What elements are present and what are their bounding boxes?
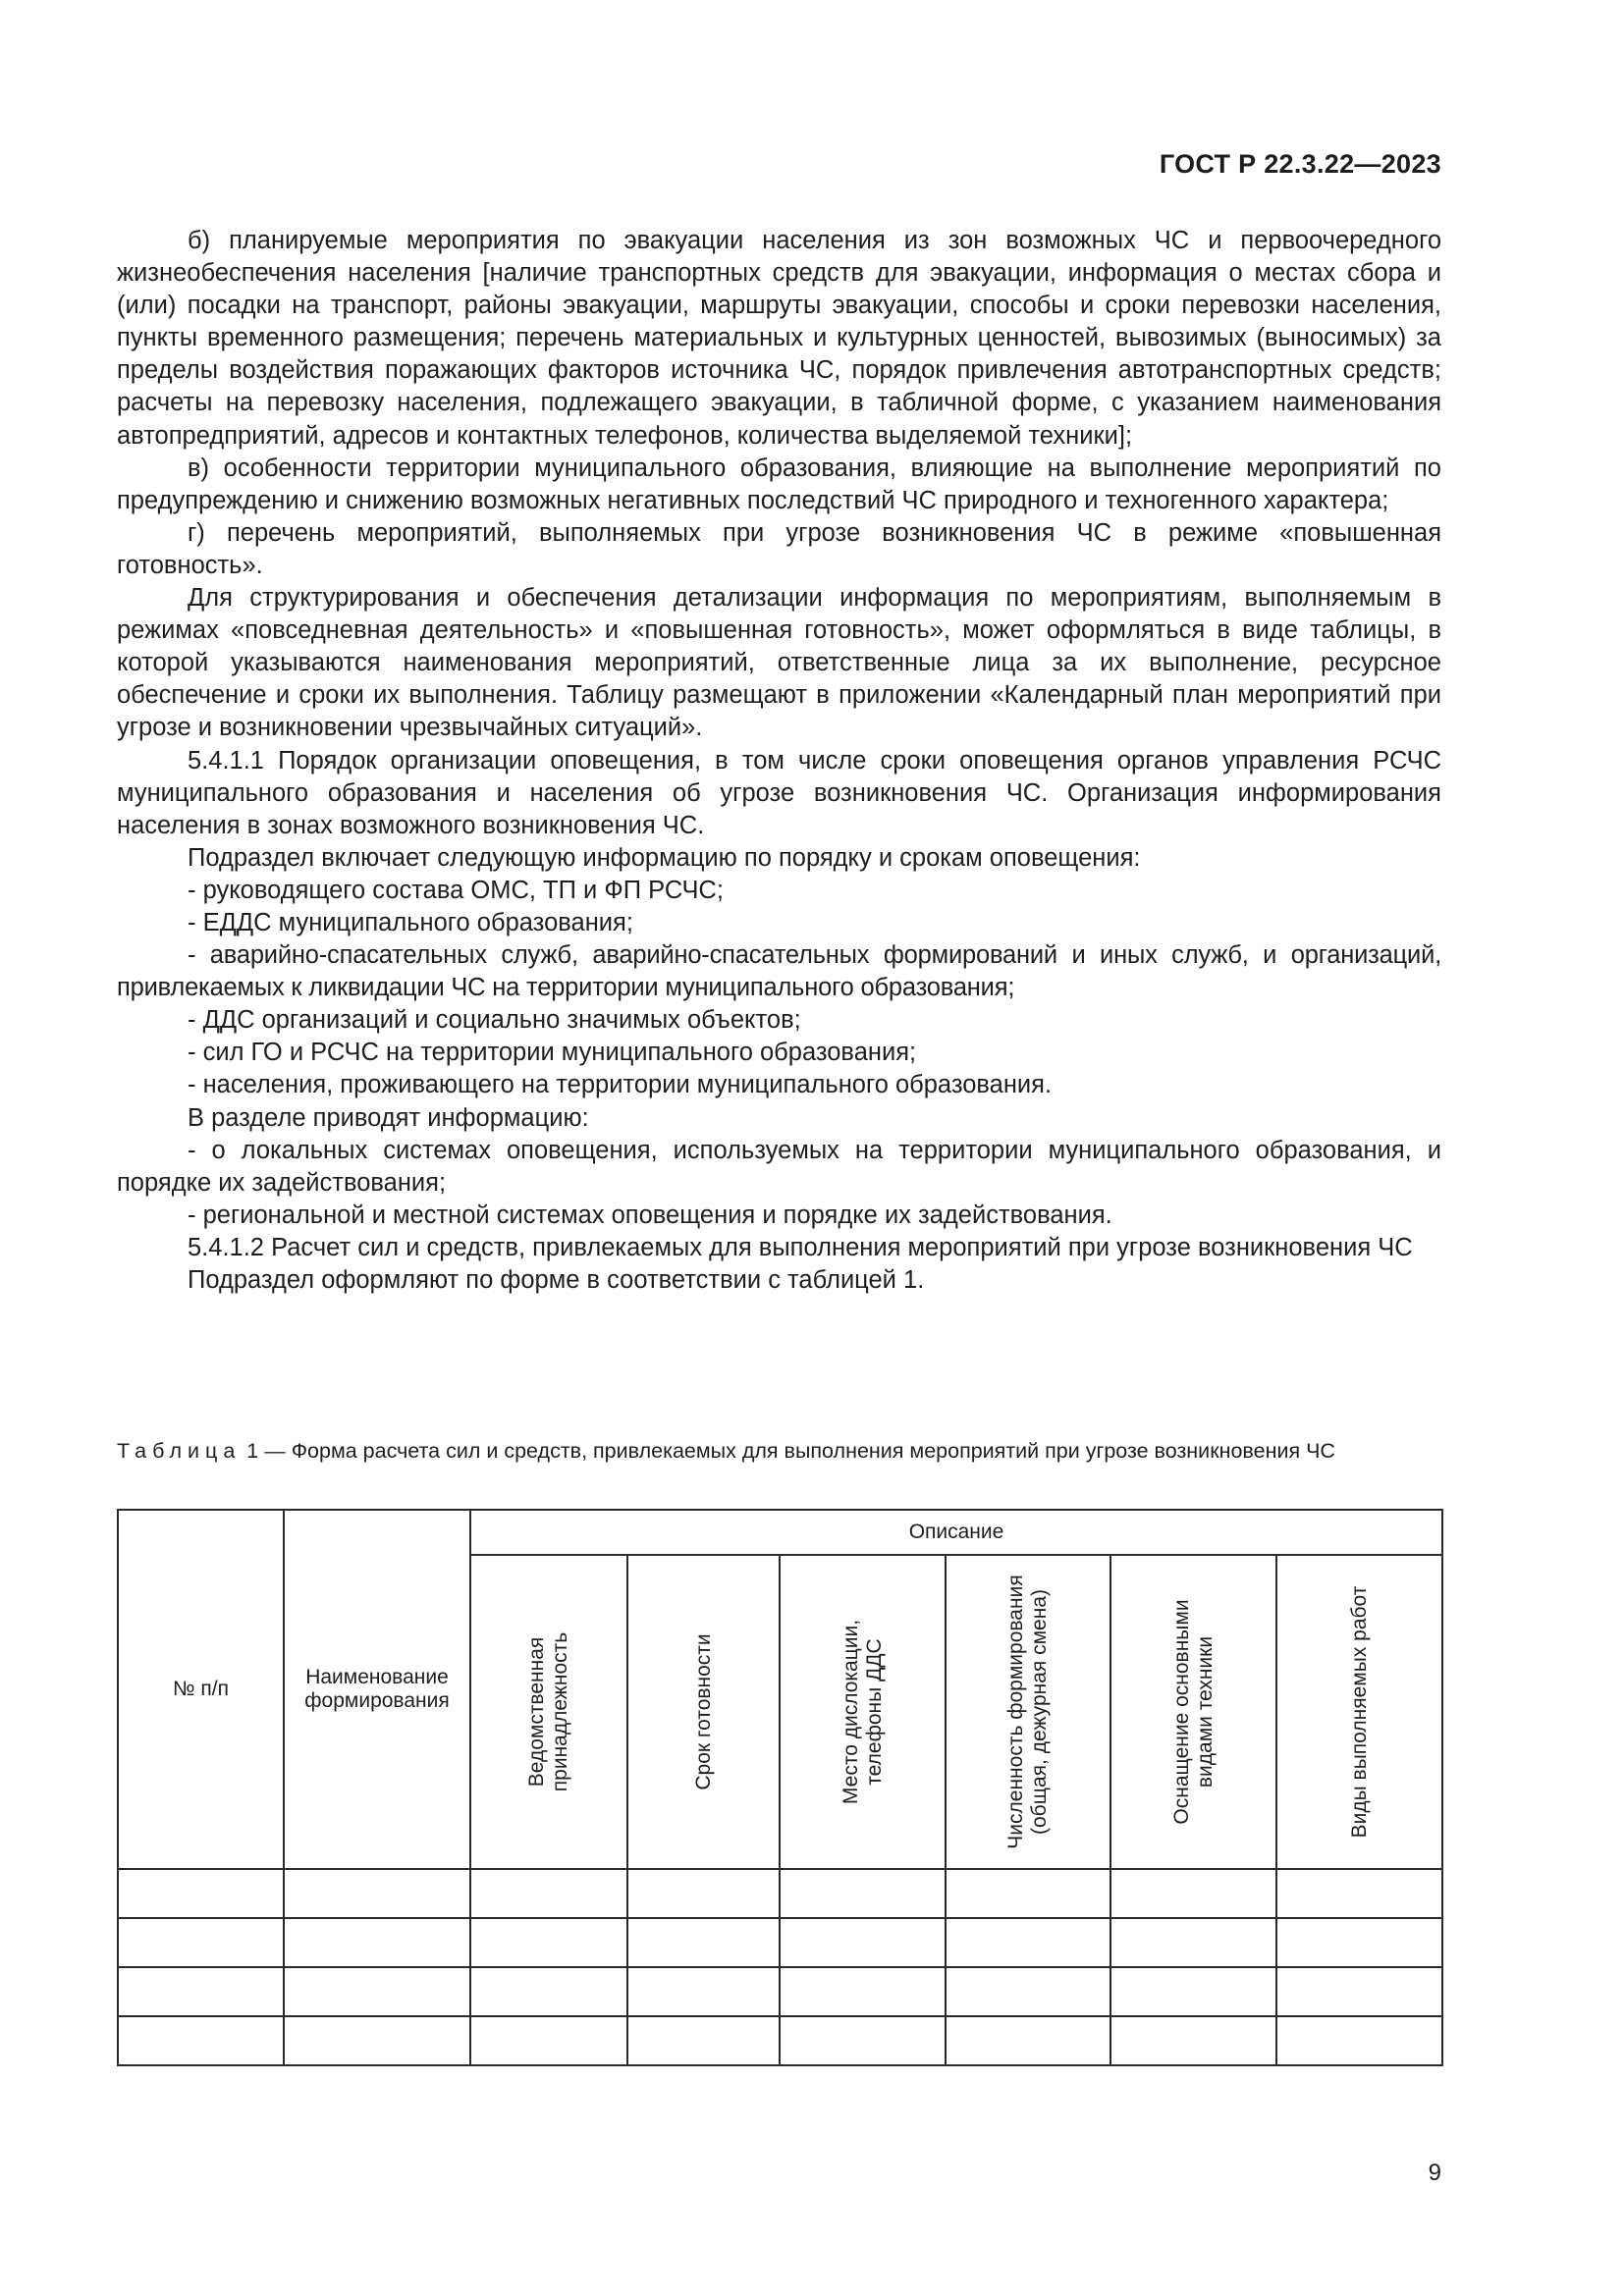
column-header-affiliation-label: Ведомственная принадлежность bbox=[525, 1631, 571, 1792]
paragraph-5-4-1-2: 5.4.1.2 Расчет сил и средств, привлекаемых для выполнения мероприятий при угрозе возникновения ЧС bbox=[188, 1233, 1413, 1261]
column-header-number: № п/п bbox=[118, 1510, 284, 1869]
paragraph-table-reference: Подраздел оформляют по форме в соответствии с таблицей 1. bbox=[188, 1266, 925, 1294]
document-standard-number: ГОСТ Р 22.3.22—2023 bbox=[1159, 149, 1441, 179]
list-item: - аварийно-спасательных служб, аварийно-спасательных формирований и иных служб, и организаций, привлекаемых к ликвидации ЧС на территории муниципального образования; bbox=[117, 941, 1441, 1002]
page-number: 9 bbox=[1428, 2160, 1441, 2186]
list-item: - ЕДДС муниципального образования; bbox=[188, 908, 633, 936]
table-container bbox=[117, 1509, 1441, 2066]
column-group-description: Описание bbox=[470, 1510, 1442, 1555]
column-header-location bbox=[780, 1555, 946, 1869]
body-text bbox=[117, 225, 1441, 1297]
table-caption-text: 1 — Форма расчета сил и средств, привлекаемых для выполнения мероприятий при угрозе возникновения ЧС bbox=[246, 1439, 1335, 1463]
paragraph-subsection-info: Подраздел включает следующую информацию по порядку и срокам оповещения: bbox=[188, 843, 1141, 872]
column-header-work-types bbox=[1276, 1555, 1442, 1869]
table-row bbox=[118, 1918, 1442, 1967]
table-row bbox=[118, 2016, 1442, 2065]
list-item: - ДДС организаций и социально значимых объектов; bbox=[188, 1006, 801, 1035]
column-header-location-label: Место дислокации, телефоны ДДС bbox=[839, 1619, 886, 1805]
paragraph-territory-features: в) особенности территории муниципального образования, влияющие на выполнение мероприятий по предупреждению и снижению возможных негативных последствий ЧС природного и техногенного характера; bbox=[117, 454, 1441, 514]
forces-calculation-table bbox=[117, 1509, 1443, 2066]
column-header-headcount bbox=[946, 1555, 1110, 1869]
column-header-affiliation bbox=[470, 1555, 627, 1869]
paragraph-structuring: Для структурирования и обеспечения детализации информация по мероприятиям, выполняемым в режимах «повседневная деятельность» и «повышенная готовность», может оформляться в виде таблицы, в которой указываются наименования мероприятий, ответственные лица за их выполнение, ресурсное обеспечение и сроки их выполнения. Таблицу размещают в приложении «Календарный план мероприятий при угрозе и возникновении чрезвычайных ситуаций». bbox=[117, 584, 1441, 742]
table-caption bbox=[117, 1437, 1441, 1465]
column-header-equipment-label: Оснащение основными видами техники bbox=[1169, 1599, 1217, 1825]
paragraph-evacuation: б) планируемые мероприятия по эвакуации населения из зон возможных ЧС и первоочередного жизнеобеспечения населения [наличие транспортных средств для эвакуации, информация о местах сбора и (или) посадки на транспорт, районы эвакуации, маршруты эвакуации, способы и сроки перевозки населения, пункты временного размещения; перечень материальных и культурных ценностей, вывозимых (выносимых) за пределы воздействия поражающих факторов источника ЧС, порядок привлечения автотранспортных средств; расчеты на перевозку населения, подлежащего эвакуации, в табличной форме, с указанием наименования автопредприятий, адресов и контактных телефонов, количества выделяемой техники]; bbox=[117, 227, 1441, 450]
column-header-unit-name: Наименование формирования bbox=[284, 1510, 470, 1869]
table-row bbox=[118, 1967, 1442, 2016]
list-item: - о локальных системах оповещения, используемых на территории муниципального образования, и порядке их задействования; bbox=[117, 1136, 1441, 1197]
paragraph-measures-list: г) перечень мероприятий, выполняемых при угрозе возникновения ЧС в режиме «повышенная готовность». bbox=[117, 518, 1441, 579]
list-item: - региональной и местной системах оповещения и порядке их задействования. bbox=[188, 1201, 1112, 1229]
list-item: - населения, проживающего на территории муниципального образования. bbox=[188, 1071, 1053, 1099]
column-header-readiness-time-label: Срок готовности bbox=[691, 1633, 715, 1790]
list-item: - сил ГО и РСЧС на территории муниципального образования; bbox=[188, 1039, 917, 1067]
paragraph-section-info: В разделе приводят информацию: bbox=[188, 1103, 589, 1132]
column-header-equipment bbox=[1110, 1555, 1276, 1869]
table-caption-word: Таблица bbox=[117, 1439, 242, 1463]
column-header-headcount-label: Численность формирования (общая, дежурная смена) bbox=[1004, 1575, 1051, 1849]
column-header-readiness-time bbox=[627, 1555, 780, 1869]
list-item: - руководящего состава ОМС, ТП и ФП РСЧС; bbox=[188, 876, 724, 904]
table-row bbox=[118, 1869, 1442, 1918]
column-header-work-types-label: Виды выполняемых работ bbox=[1347, 1585, 1371, 1839]
paragraph-5-4-1-1: 5.4.1.1 Порядок организации оповещения, в том числе сроки оповещения органов управления РСЧС муниципального образования и населения об угрозе возникновения ЧС. Организация информирования населения в зонах возможного возникновения ЧС. bbox=[117, 746, 1441, 839]
